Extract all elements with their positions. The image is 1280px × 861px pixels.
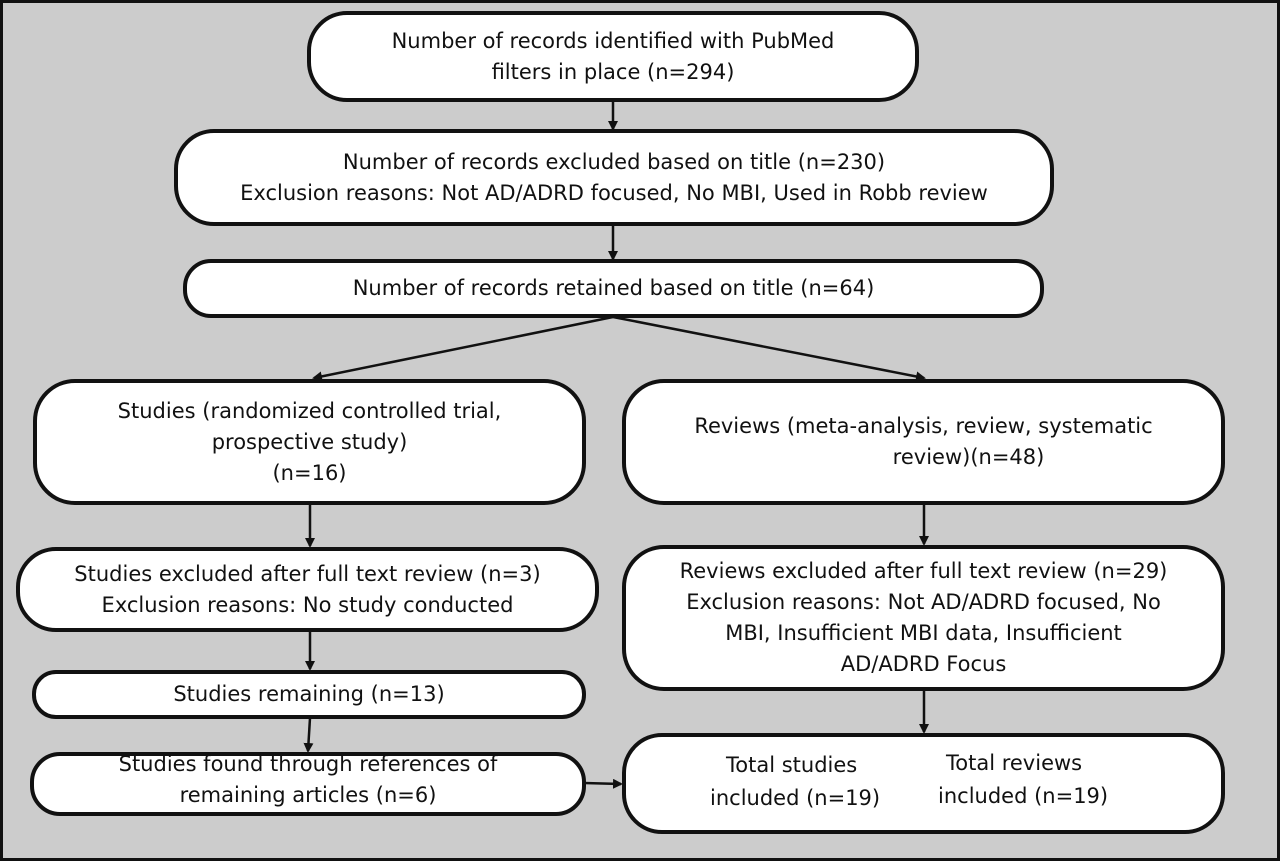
reviews-excluded-line2: Exclusion reasons: Not AD/ADRD focused, No: [686, 590, 1161, 614]
reviews-box: [622, 379, 1225, 505]
totals-box: [622, 733, 1225, 834]
studies-box: [33, 379, 586, 505]
reviews-line2: review)(n=48): [892, 445, 1045, 469]
arrow-retained-to-reviews: [613, 317, 924, 378]
total-studies-line1: Total studies: [726, 753, 858, 777]
reviews-excluded-line1: Reviews excluded after full text review (n=29): [679, 559, 1168, 583]
studies-line2: prospective study): [211, 429, 408, 454]
total-studies-line2: included (n=19): [710, 786, 881, 810]
records-retained-title-box: [183, 259, 1044, 318]
records-excluded-title-line1: Number of records excluded based on title (n=230): [342, 149, 886, 174]
studies-remaining-line1: Studies remaining (n=13): [173, 682, 445, 706]
records-identified-line2: filters in place (n=294): [491, 59, 735, 84]
arrow-retained-to-studies: [314, 317, 613, 378]
records-identified-line1: Number of records identified with PubMed: [391, 28, 835, 53]
reviews-line1: Reviews (meta-analysis, review, systematic: [694, 414, 1153, 438]
studies-excluded-line1: Studies excluded after full text review (n=3): [74, 561, 541, 586]
records-identified-box: [307, 11, 919, 102]
studies-remaining-box: [32, 670, 586, 719]
arrow-remaining-to-references: [308, 718, 310, 751]
total-reviews-line2: included (n=19): [938, 784, 1109, 808]
reviews-excluded-line4: AD/ADRD Focus: [840, 652, 1007, 676]
arrow-references-to-totals: [584, 783, 621, 784]
studies-references-line2: remaining articles (n=6): [179, 783, 437, 807]
studies-references-box: [30, 752, 586, 816]
studies-excluded-box: [16, 547, 599, 632]
studies-line3: (n=16): [272, 460, 347, 485]
reviews-excluded-line3: MBI, Insufficient MBI data, Insufficient: [725, 621, 1122, 645]
records-excluded-title-line2: Exclusion reasons: Not AD/ADRD focused, No MBI, Used in Robb review: [240, 180, 988, 205]
records-excluded-title-box: [174, 129, 1054, 226]
studies-line1: Studies (randomized controlled trial,: [117, 398, 502, 423]
records-retained-title-line1: Number of records retained based on title (n=64): [352, 276, 875, 300]
reviews-excluded-box: [622, 545, 1225, 691]
studies-references-line1: Studies found through references of: [118, 752, 498, 776]
studies-excluded-line2: Exclusion reasons: No study conducted: [101, 592, 514, 617]
total-reviews-line1: Total reviews: [946, 751, 1083, 775]
